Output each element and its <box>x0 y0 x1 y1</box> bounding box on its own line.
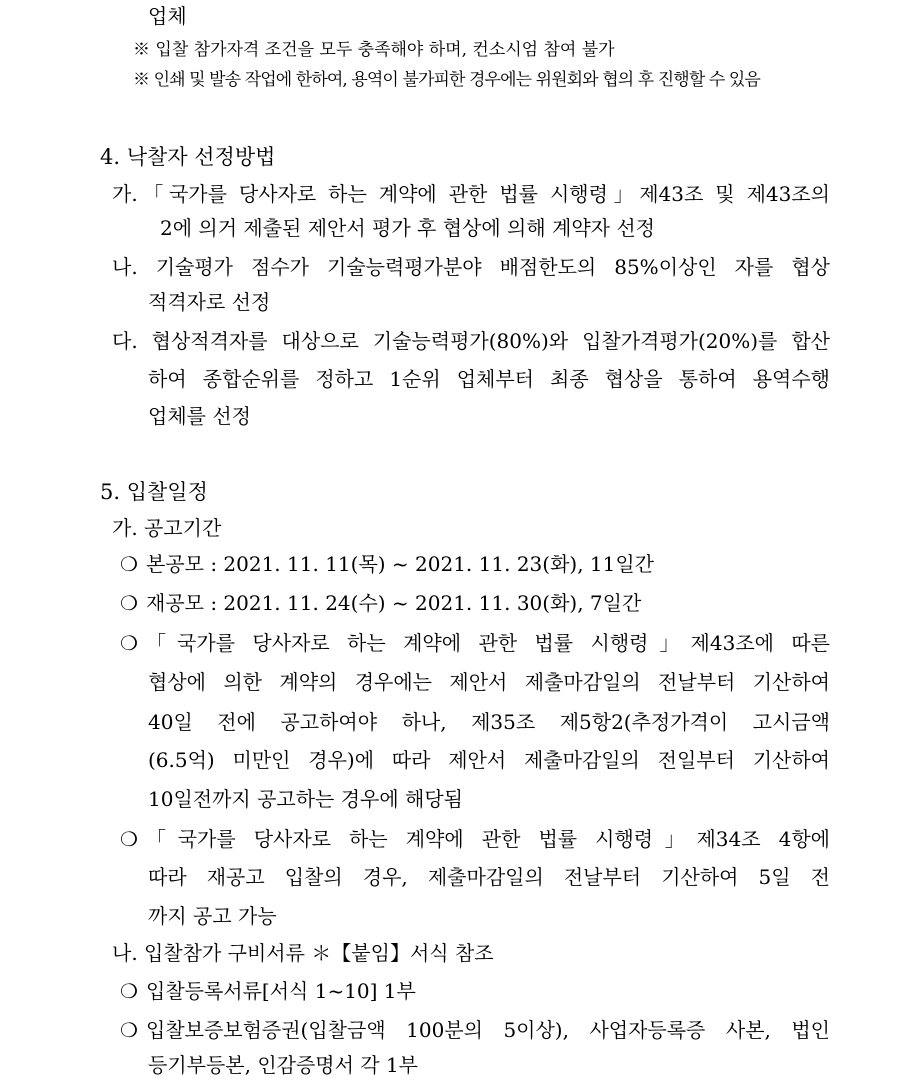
bullet-marker: ❍ <box>120 631 138 655</box>
bullet-text-cont: 까지 공고 가능 <box>148 904 277 928</box>
bullet-marker: ❍ <box>120 827 138 851</box>
bullet-item <box>120 1018 830 1042</box>
item-ga-line-2: 2에 의거 제출된 제안서 평가 후 협상에 의해 계약자 선정 <box>160 216 655 240</box>
bullet-text-cont: 협상에 의한 계약의 경우에는 제안서 제출마감일의 전날부터 기산하여 <box>148 670 830 694</box>
note-eligibility: ※ 입찰 참가자격 조건을 모두 충족해야 하며, 컨소시엄 참여 불가 <box>133 40 615 60</box>
section-4-title: 4. 낙찰자 선정방법 <box>100 145 276 169</box>
item-da-line-3: 업체를 선정 <box>148 404 251 428</box>
bullet-text-cont: 따라 재공고 입찰의 경우, 제출마감일의 전날부터 기산하여 5일 전 <box>148 865 830 889</box>
bullet-item <box>120 979 416 1003</box>
section-5-title: 5. 입찰일정 <box>100 480 208 504</box>
bullet-marker: ❍ <box>120 1018 138 1042</box>
bullet-text-cont: 10일전까지 공고하는 경우에 해당됨 <box>148 787 464 811</box>
item-da-line-2: 하여 종합순위를 정하고 1순위 업체부터 최종 협상을 통하여 용역수행 <box>148 367 830 391</box>
bullet-text: 입찰보증보험증권(입찰금액 100분의 5이상), 사업자등록증 사본, 법인 <box>146 1018 830 1042</box>
bullet-text-cont: (6.5억) 미만인 경우)에 따라 제안서 제출마감일의 전일부터 기산하여 <box>148 748 830 772</box>
bullet-text-cont: 등기부등본, 인감증명서 각 1부 <box>148 1053 418 1077</box>
bullet-marker: ❍ <box>120 979 138 1003</box>
item-da-line-1: 다. 협상적격자를 대상으로 기술능력평가(80%)와 입찰가격평가(20%)를 합산 <box>112 329 830 353</box>
bullet-text: 「국가를 당사자로 하는 계약에 관한 법률 시행령」제43조에 따른 <box>146 631 830 655</box>
bullet-text: 입찰등록서류[서식 1~10] 1부 <box>146 979 416 1003</box>
sub-b-label: 나. 입찰참가 구비서류 ＊【붙임】서식 참조 <box>112 941 494 965</box>
bullet-text: 「국가를 당사자로 하는 계약에 관한 법률 시행령」제34조 4항에 <box>146 827 830 851</box>
item-ga-line-1: 가.「국가를 당사자로 하는 계약에 관한 법률 시행령」제43조 및 제43조의 <box>112 182 830 206</box>
bullet-marker: ❍ <box>120 591 138 615</box>
bullet-text-cont: 40일 전에 공고하여야 하나, 제35조 제5항2(추정가격이 고시금액 <box>148 710 830 734</box>
bullet-marker: ❍ <box>120 552 138 576</box>
item-na-line-2: 적격자로 선정 <box>148 290 271 314</box>
bullet-item <box>120 631 830 655</box>
bullet-item <box>120 591 641 615</box>
note-printing: ※ 인쇄 및 발송 작업에 한하여, 용역이 불가피한 경우에는 위원회와 협의 후 진행할 수 있음 <box>133 70 760 90</box>
bullet-text: 본공모 : 2021. 11. 11(목) ~ 2021. 11. 23(화), 11일간 <box>146 552 654 576</box>
bullet-item <box>120 827 830 851</box>
item-na-line-1: 나. 기술평가 점수가 기술능력평가분야 배점한도의 85%이상인 자를 협상 <box>112 255 830 279</box>
sub-a-label: 가. 공고기간 <box>112 516 222 540</box>
bullet-item <box>120 552 654 576</box>
bullet-text: 재공모 : 2021. 11. 24(수) ~ 2021. 11. 30(화), 7일간 <box>146 591 642 615</box>
continuation-text: 업체 <box>148 4 187 28</box>
